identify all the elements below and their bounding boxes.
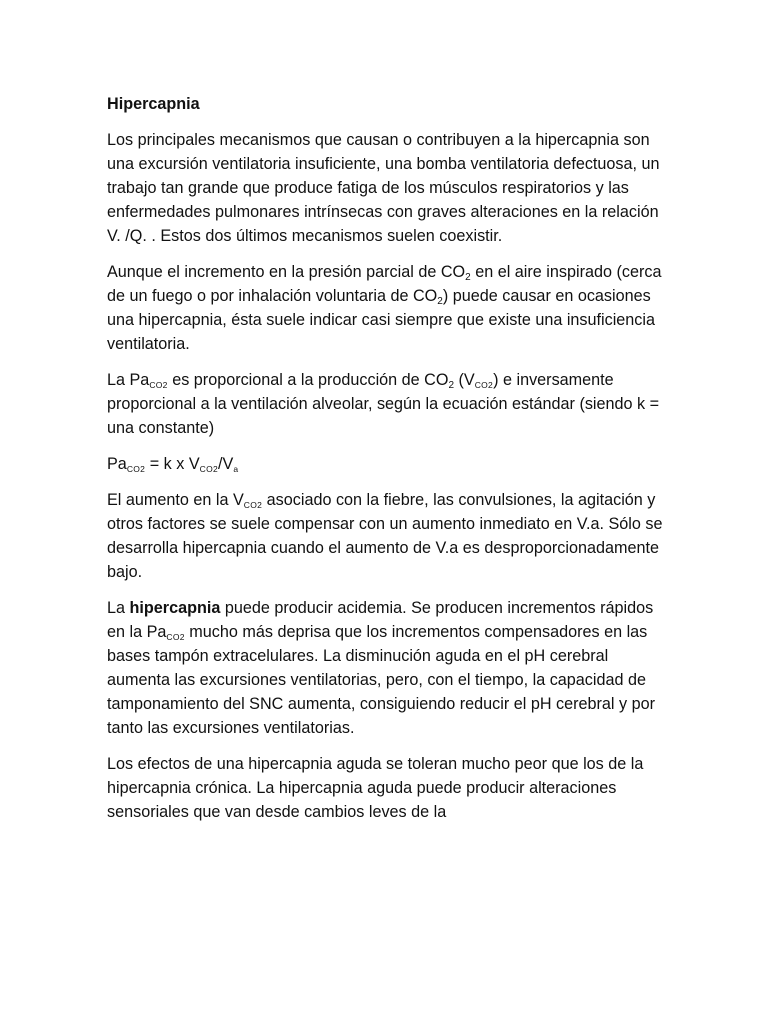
text-fragment: ) puede causar en ocasiones una hipercapnia, ésta suele indicar casi siempre que existe una insuficiencia ventilatoria. xyxy=(107,287,655,353)
subscript: CO2 xyxy=(474,380,494,390)
subscript: a xyxy=(233,464,239,474)
paragraph-vco2-increase xyxy=(107,488,667,584)
text-fragment: en el aire inspirado (cerca de un fuego o por inhalación voluntaria de CO xyxy=(107,263,662,305)
text-fragment: La Pa xyxy=(107,371,150,389)
text-fragment: ) e inversamente proporcional a la ventilación alveolar, según la ecuación estándar (siendo k = una constante) xyxy=(107,371,660,437)
bold-term: hipercapnia xyxy=(129,599,221,617)
paragraph-acute-effects: Los efectos de una hipercapnia aguda se toleran mucho peor que los de la hipercapnia crónica. La hipercapnia aguda puede producir alteraciones sensoriales que van desde cambios leves de la xyxy=(107,755,644,821)
paragraph-acidemia xyxy=(107,596,667,740)
text-fragment: El aumento en la V xyxy=(107,491,244,509)
text-fragment: es proporcional a la producción de CO xyxy=(167,371,449,389)
paragraph-paco2-proportional xyxy=(107,368,667,440)
subscript: CO2 xyxy=(149,380,168,390)
text-fragment: (V xyxy=(454,371,475,389)
text-fragment: Pa xyxy=(107,455,127,473)
text-fragment: /V xyxy=(218,455,234,473)
subscript: CO2 xyxy=(126,464,146,474)
subscript: 2 xyxy=(465,272,471,283)
subscript: CO2 xyxy=(243,500,263,510)
text-fragment: Aunque el incremento en la presión parcial de CO xyxy=(107,263,466,281)
equation xyxy=(107,452,667,476)
subscript: 2 xyxy=(437,296,443,307)
text-fragment: La xyxy=(107,599,130,617)
paragraph-co2-inspired xyxy=(107,260,667,356)
subscript: CO2 xyxy=(166,632,185,642)
text-fragment: = k x V xyxy=(145,455,200,473)
text-fragment: asociado con la fiebre, las convulsiones, la agitación y otros factores se suele compensar con un aumento inmediato en V.a. Sólo se desarrolla hipercapnia cuando el aumento de V.a es desproporcionadamente bajo. xyxy=(107,491,663,581)
text-fragment: mucho más deprisa que los incrementos compensadores en las bases tampón extracelulares. La disminución aguda en el pH cerebral aumenta las excursiones ventilatorias, pero, con el tiempo, la capacidad de tamponamiento del SNC aumenta, consiguiendo reducir el pH cerebral y por tanto las excursiones ventilatorias. xyxy=(107,623,655,737)
document-heading: Hipercapnia xyxy=(107,95,200,113)
subscript: 2 xyxy=(448,380,455,391)
subscript: CO2 xyxy=(199,464,219,474)
document-page xyxy=(107,92,667,836)
text-fragment: puede producir acidemia. Se producen incrementos rápidos en la Pa xyxy=(107,599,654,641)
paragraph-mechanisms: Los principales mecanismos que causan o contribuyen a la hipercapnia son una excursión ventilatoria insuficiente, una bomba ventilatoria defectuosa, un trabajo tan grande que produce fatiga de los músculos respiratorios y las enfermedades pulmonares intrínsecas con graves alteraciones en la relación V. /Q. . Estos dos últimos mecanismos suelen coexistir. xyxy=(107,131,660,245)
